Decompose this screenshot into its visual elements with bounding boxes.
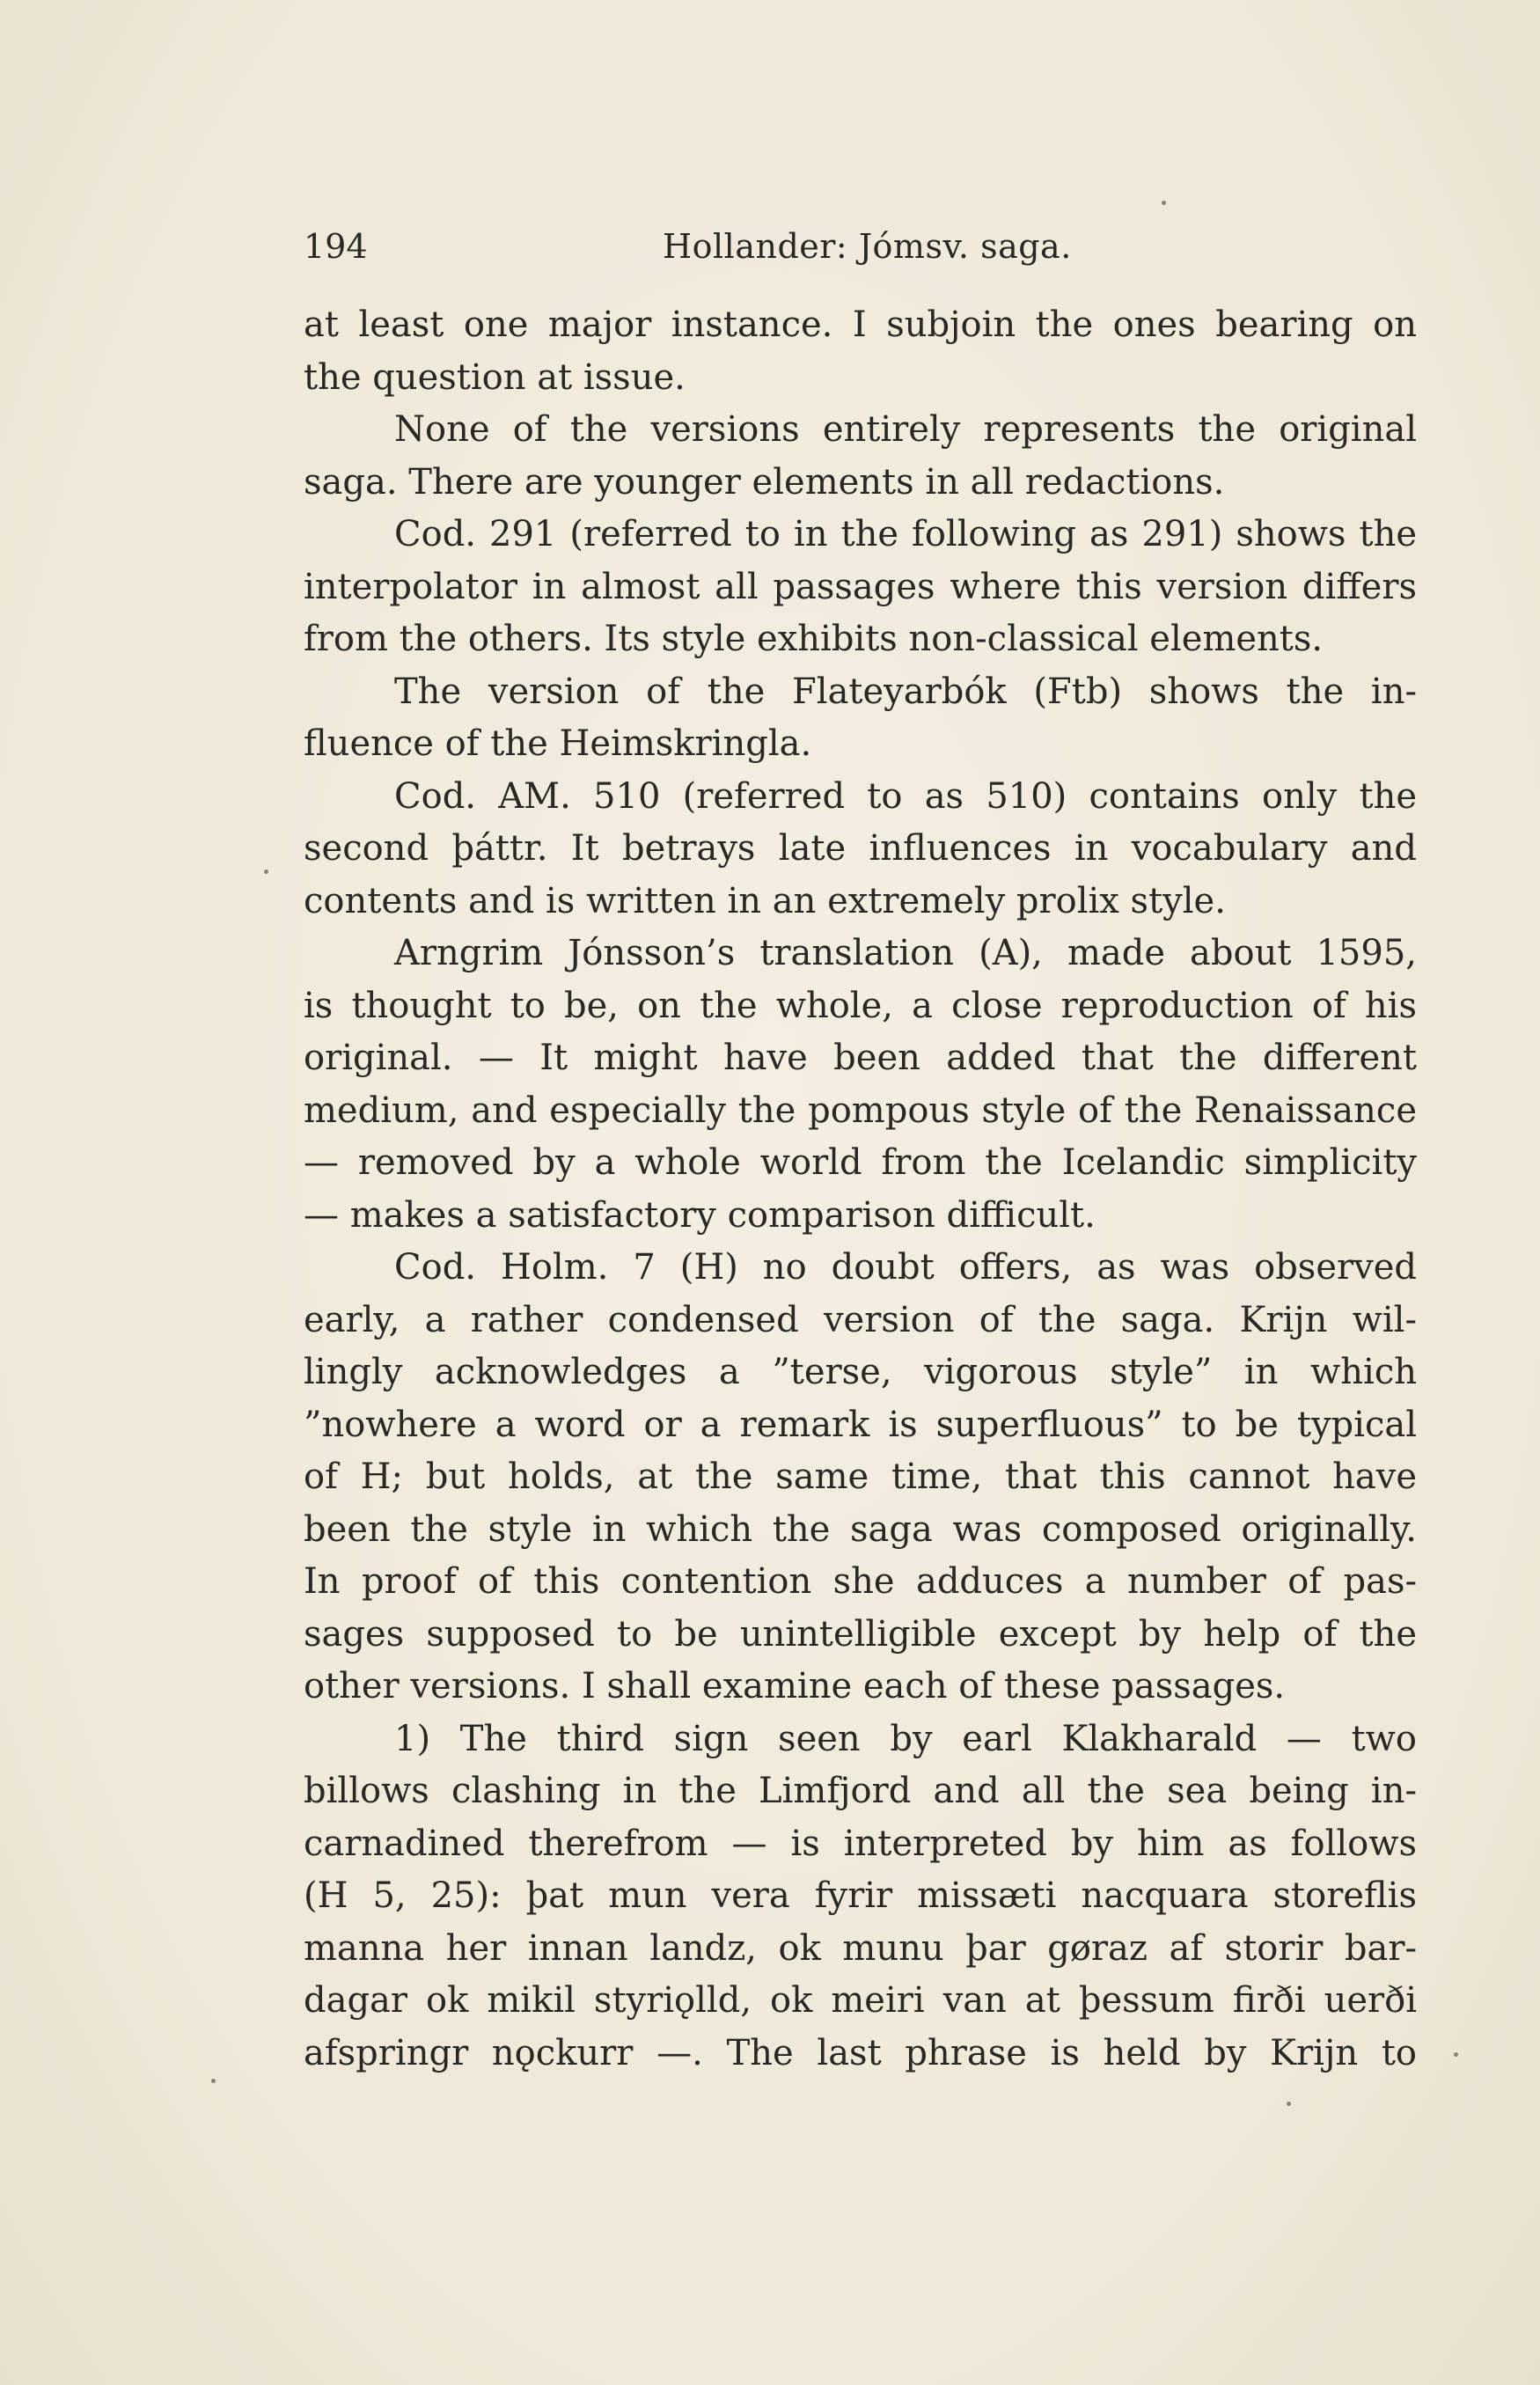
- text-line: of H; but holds, at the same time, that this cannot have: [304, 1457, 1417, 1497]
- text-line: billows clashing in the Limfjord and all the sea being in-: [304, 1771, 1417, 1811]
- text-line: fluence of the Heimskringla.: [304, 723, 812, 764]
- text-line: medium, and especially the pompous style of the Renaissance: [304, 1090, 1417, 1131]
- text-line: Cod. AM. 510 (referred to as 510) contains only the: [394, 775, 1417, 817]
- text-line: — removed by a whole world from the Icelandic simplicity: [304, 1142, 1417, 1183]
- text-line: Arngrim Jónsson’s translation (A), made about 1595,: [394, 933, 1417, 973]
- text-line: the question at issue.: [304, 356, 686, 398]
- paper-speck: [1287, 2102, 1291, 2106]
- text-line: dagar ok mikil styriǫlld, ok meiri van at þessum firði uerði: [304, 1980, 1417, 2021]
- paper-speck: [1454, 2052, 1458, 2057]
- text-line: been the style in which the saga was composed originally.: [304, 1508, 1417, 1550]
- text-line: contents and is written in an extremely prolix style.: [304, 880, 1226, 921]
- text-line: Cod. 291 (referred to in the following as 291) shows the: [394, 514, 1417, 554]
- page-header: [304, 227, 1412, 271]
- text-line: interpolator in almost all passages where this version differs: [304, 566, 1417, 607]
- text-line: second þáttr. It betrays late influences in vocabulary and: [304, 828, 1417, 869]
- paper-speck: [1162, 201, 1166, 205]
- text-line: ”nowhere a word or a remark is superfluous” to be typical: [304, 1404, 1417, 1445]
- text-line: sages supposed to be unintelligible except by help of the: [304, 1613, 1417, 1655]
- body-text: [304, 299, 1417, 2080]
- text-line: (H 5, 25): þat mun vera fyrir missæti nacquara storeflis: [304, 1875, 1417, 1916]
- text-line: lingly acknowledges a ”terse, vigorous style” in which: [304, 1352, 1417, 1392]
- text-line: early, a rather condensed version of the saga. Krijn wil-: [304, 1299, 1417, 1340]
- text-line: None of the versions entirely represents the original: [394, 409, 1417, 450]
- text-line: other versions. I shall examine each of these passages.: [304, 1666, 1286, 1706]
- text-line: — makes a satisfactory comparison difficult.: [304, 1194, 1096, 1236]
- running-head: Hollander: Jómsv. saga.: [663, 227, 1072, 266]
- paper-speck: [211, 2079, 216, 2083]
- text-line: The version of the Flateyarbók (Ftb) shows the in-: [394, 671, 1417, 712]
- text-line: manna her innan landz, ok munu þar gøraz af storir bar-: [304, 1927, 1417, 1969]
- page-number: 194: [304, 227, 368, 266]
- text-line: saga. There are younger elements in all redactions.: [304, 461, 1225, 503]
- text-line: from the others. Its style exhibits non-classical elements.: [304, 619, 1324, 659]
- text-line: afspringr nǫckurr —. The last phrase is held by Krijn to: [304, 2032, 1417, 2073]
- text-line: 1) The third sign seen by earl Klakharald — two: [394, 1718, 1417, 1759]
- text-line: carnadined therefrom — is interpreted by him as follows: [304, 1823, 1417, 1864]
- text-line: is thought to be, on the whole, a close reproduction of his: [304, 985, 1417, 1026]
- text-line: original. — It might have been added that the different: [304, 1038, 1417, 1078]
- text-line: at least one major instance. I subjoin the ones bearing on: [304, 305, 1417, 345]
- text-line: In proof of this contention she adduces a number of pas-: [304, 1561, 1417, 1602]
- paper-speck: [264, 870, 268, 874]
- text-line: Cod. Holm. 7 (H) no doubt offers, as was observed: [394, 1247, 1417, 1288]
